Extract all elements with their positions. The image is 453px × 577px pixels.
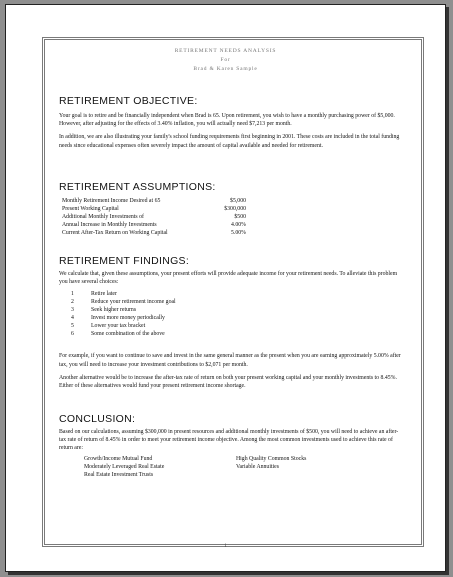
findings-paragraph-3: Another alternative would be to increase the after-tax rate of return on both your present working capital and your monthly investments to 8.45%. Either of these alternatives would fund your present retirement income shortage. — [59, 374, 397, 390]
report-for-label: For — [220, 57, 231, 63]
choice-text: Some combination of the above — [91, 331, 165, 338]
assumptions-heading: RETIREMENT ASSUMPTIONS: — [59, 181, 216, 193]
choice-number: 2 — [71, 299, 74, 306]
assumption-row — [62, 221, 246, 229]
choice-item — [59, 298, 401, 306]
investment-item: High Quality Common Stocks — [236, 455, 307, 462]
assumption-row — [62, 229, 246, 237]
choice-text: Retire later — [91, 291, 117, 298]
choices-list — [59, 290, 401, 338]
conclusion-section — [59, 413, 401, 479]
choice-number: 3 — [71, 307, 74, 314]
choice-number: 4 — [71, 315, 74, 322]
investment-list — [84, 455, 401, 479]
conclusion-heading: CONCLUSION: — [59, 413, 136, 425]
choice-item — [59, 306, 401, 314]
choice-text: Invest more money periodically — [91, 315, 165, 322]
report-title: RETIREMENT NEEDS ANALYSIS — [174, 48, 277, 54]
objective-paragraph-1: Your goal is to retire and be financially independent when Brad is 65. Upon retirement, you wish to have a monthly purchasing power of $5,000. However, after adjusting for the effects of 3.40% inflation, you will actually need $7,213 per month. — [59, 113, 395, 128]
investment-item: Moderately Leveraged Real Estate — [84, 463, 165, 470]
choice-text: Lower your tax bracket — [91, 323, 146, 330]
assumption-value: 4.00% — [231, 222, 246, 228]
assumption-label: Current After-Tax Return on Working Capital — [62, 230, 168, 236]
findings-heading: RETIREMENT FINDINGS: — [59, 255, 190, 267]
objective-paragraph-2: In addition, we are also illustrating your family's school funding requirements first beginning in 2001. These costs are included in the total funding needs since educational expenses often severely impact the amount of capital available and needed for retirement. — [59, 134, 400, 149]
assumption-label: Present Working Capital — [62, 206, 119, 212]
assumption-row — [62, 197, 246, 205]
conclusion-paragraph: Based on our calculations, assuming $300,000 in present resources and additional monthly investments of $500, you will need to achieve an after-tax rate of return of 8.45% in order to meet your retirement income objective. Among the most common investments used to achieve this rate of return are: — [59, 429, 399, 452]
assumption-label: Monthly Retirement Income Desired at 65 — [62, 198, 161, 204]
assumptions-table — [62, 197, 246, 237]
investment-item: Variable Annuities — [236, 463, 279, 470]
choice-number: 1 — [71, 291, 74, 298]
client-name: Brad & Karen Sample — [193, 66, 258, 72]
choice-number: 6 — [71, 331, 74, 338]
assumption-value: $300,000 — [224, 206, 246, 212]
choice-item — [59, 290, 401, 298]
assumptions-section — [59, 181, 401, 237]
choice-number: 5 — [71, 323, 74, 330]
document-page — [5, 4, 446, 572]
assumption-value: $500 — [234, 214, 246, 220]
findings-paragraph-1: We calculate that, given these assumptions, your present efforts will provide adequate income for your retirement needs. To alleviate this problem you have several choices: — [59, 271, 398, 286]
assumption-row — [62, 213, 246, 221]
assumption-label: Annual Increase in Monthly Investments — [62, 222, 157, 228]
investment-item: Growth/Income Mutual Fund — [84, 455, 153, 462]
choice-item — [59, 314, 401, 322]
objective-heading: RETIREMENT OBJECTIVE: — [59, 95, 198, 107]
assumption-value: 5.00% — [231, 230, 246, 236]
findings-section — [59, 255, 401, 390]
choice-item — [59, 330, 401, 338]
assumption-value: $5,000 — [230, 198, 246, 204]
choice-text: Reduce your retirement income goal — [91, 299, 176, 306]
page-number: 1 — [224, 543, 227, 549]
report-header — [6, 47, 445, 74]
findings-paragraph-2: For example, if you want to continue to save and invest in the same general manner as the present when you are earning approximately 5.00% after tax, you will need to increase your investment contributions to $2,071 per month. — [59, 353, 401, 368]
choice-text: Seek higher returns — [91, 307, 137, 314]
objective-section — [59, 95, 401, 150]
assumption-row — [62, 205, 246, 213]
choice-item — [59, 322, 401, 330]
assumption-label: Additional Monthly Investments of — [62, 214, 144, 220]
investment-item: Real Estate Investment Trusts — [84, 471, 154, 478]
